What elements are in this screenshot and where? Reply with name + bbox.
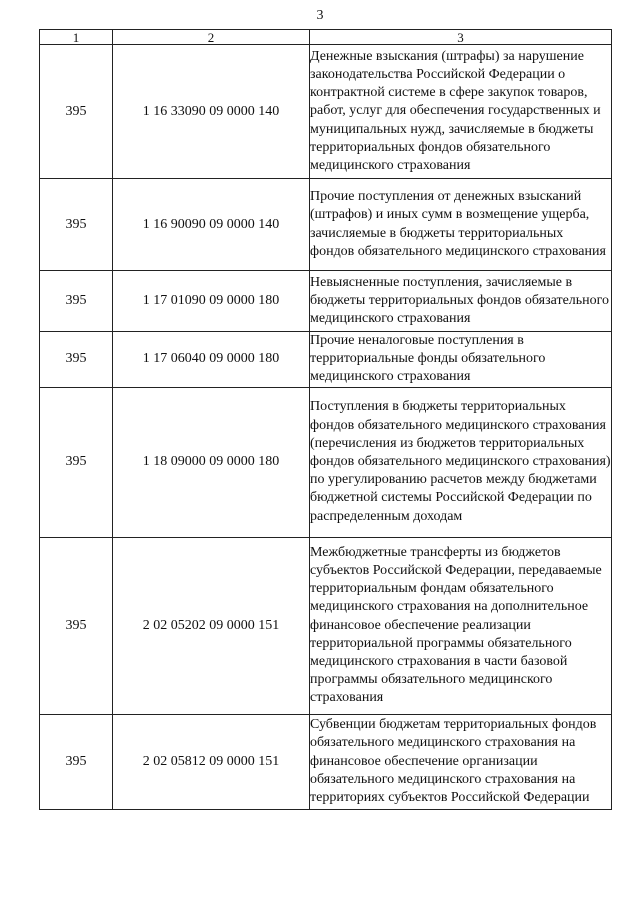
budget-code-cell: 2 02 05812 09 0000 151 <box>113 714 310 809</box>
table-row <box>40 179 612 271</box>
header-row <box>40 30 612 45</box>
admin-code-cell: 395 <box>40 714 113 809</box>
table-row <box>40 714 612 809</box>
admin-code-cell: 395 <box>40 537 113 714</box>
table-row <box>40 537 612 714</box>
header-col-1: 1 <box>40 30 113 45</box>
header-col-2: 2 <box>113 30 310 45</box>
budget-code-cell: 1 17 06040 09 0000 180 <box>113 332 310 388</box>
budget-classification-table <box>39 29 612 810</box>
budget-code-cell: 1 16 33090 09 0000 140 <box>113 45 310 179</box>
admin-code-cell: 395 <box>40 271 113 332</box>
header-col-3: 3 <box>310 30 612 45</box>
revenue-name-cell: Субвенции бюджетам территориальных фондов обязательного медицинского страхования на финансовое обеспечение организации обязательного медицинского страхования на территориях субъектов Российской Федерации <box>310 714 612 809</box>
admin-code-cell: 395 <box>40 387 113 537</box>
admin-code-cell: 395 <box>40 332 113 388</box>
revenue-name-cell: Поступления в бюджеты территориальных фондов обязательного медицинского страхования (перечисления из бюджетов территориальных фондов обязательного медицинского страхования) по урегулированию расчетов между бюджетами бюджетной системы Российской Федерации по распределенным доходам <box>310 387 612 537</box>
table-row <box>40 332 612 388</box>
budget-code-cell: 1 18 09000 09 0000 180 <box>113 387 310 537</box>
revenue-name-cell: Денежные взыскания (штрафы) за нарушение законодательства Российской Федерации о контрактной системе в сфере закупок товаров, работ, услуг для обеспечения государственных и муниципальных нужд, зачисляемые в бюджеты территориальных фондов обязательного медицинского страхования <box>310 45 612 179</box>
budget-code-cell: 1 16 90090 09 0000 140 <box>113 179 310 271</box>
revenue-name-cell: Межбюджетные трансферты из бюджетов субъектов Российской Федерации, передаваемые территориальным фондам обязательного медицинского страхования на дополнительное финансовое обеспечение реализации территориальной программы обязательного медицинского страхования в части базовой программы обязательного медицинского страхования <box>310 537 612 714</box>
revenue-name-cell: Невыясненные поступления, зачисляемые в бюджеты территориальных фондов обязательного медицинского страхования <box>310 271 612 332</box>
revenue-name-cell: Прочие поступления от денежных взысканий (штрафов) и иных сумм в возмещение ущерба, зачисляемые в бюджеты территориальных фондов обязательного медицинского страхования <box>310 179 612 271</box>
table-row <box>40 271 612 332</box>
page-number: 3 <box>316 8 324 23</box>
budget-code-cell: 2 02 05202 09 0000 151 <box>113 537 310 714</box>
admin-code-cell: 395 <box>40 45 113 179</box>
admin-code-cell: 395 <box>40 179 113 271</box>
table-row <box>40 45 612 179</box>
budget-code-cell: 1 17 01090 09 0000 180 <box>113 271 310 332</box>
table-row <box>40 387 612 537</box>
revenue-name-cell: Прочие неналоговые поступления в территориальные фонды обязательного медицинского страхования <box>310 332 612 388</box>
